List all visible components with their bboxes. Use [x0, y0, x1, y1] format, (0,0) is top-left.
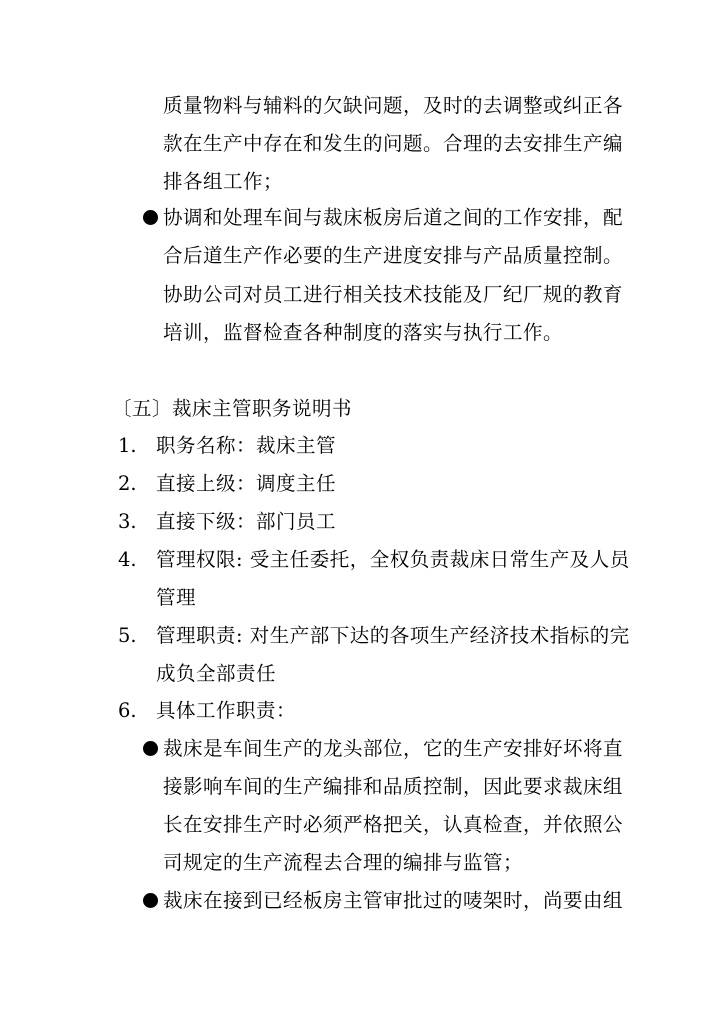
text-line: 协助公司对员工进行相关技术技能及厂纪厂规的教育: [163, 283, 624, 306]
item-text: 职务名称：裁床主管: [156, 434, 337, 457]
bullet-icon: [143, 210, 158, 225]
text-line: 合后道生产作必要的生产进度安排与产品质量控制。: [163, 244, 624, 267]
text-line: 协调和处理车间与裁床板房后道之间的工作安排，配: [163, 206, 624, 229]
item-text: 管理职责: 对生产部下达的各项生产经济技术指标的完: [156, 624, 630, 647]
bullet-icon: [143, 893, 158, 908]
item-text: 直接上级：调度主任: [156, 472, 337, 495]
item-number: 1.: [118, 434, 137, 457]
item-number: 3.: [118, 510, 137, 533]
text-line: 培训，监督检查各种制度的落实与执行工作。: [163, 321, 564, 344]
item-text: 直接下级：部门员工: [156, 510, 337, 533]
item-number: 6.: [118, 699, 137, 722]
item-text: 管理: [156, 586, 197, 609]
text-line: 长在安排生产时必须严格把关，认真检查，并依照公: [163, 813, 624, 836]
bullet-icon: [143, 741, 158, 756]
text-line: 裁床在接到已经板房主管审批过的唛架时，尚要由组: [163, 889, 624, 912]
text-line: 排各组工作；: [163, 170, 284, 193]
item-text: 管理权限: 受主任委托，全权负责裁床日常生产及人员: [156, 548, 630, 571]
item-text: 成负全部责任: [156, 662, 277, 685]
text-line: 司规定的生产流程去合理的编排与监管；: [163, 851, 524, 874]
item-number: 4.: [118, 548, 137, 571]
text-line: 接影响车间的生产编排和品质控制，因此要求裁床组: [163, 775, 624, 798]
section-heading: 〔五〕裁床主管职务说明书: [112, 397, 353, 420]
item-text: 具体工作职责：: [156, 699, 297, 722]
item-number: 5.: [118, 624, 137, 647]
text-line: 款在生产中存在和发生的问题。合理的去安排生产编: [163, 132, 624, 155]
item-number: 2.: [118, 472, 137, 495]
text-line: 裁床是车间生产的龙头部位，它的生产安排好坏将直: [163, 737, 624, 760]
text-line: 质量物料与辅料的欠缺问题，及时的去调整或纠正各: [163, 94, 624, 117]
